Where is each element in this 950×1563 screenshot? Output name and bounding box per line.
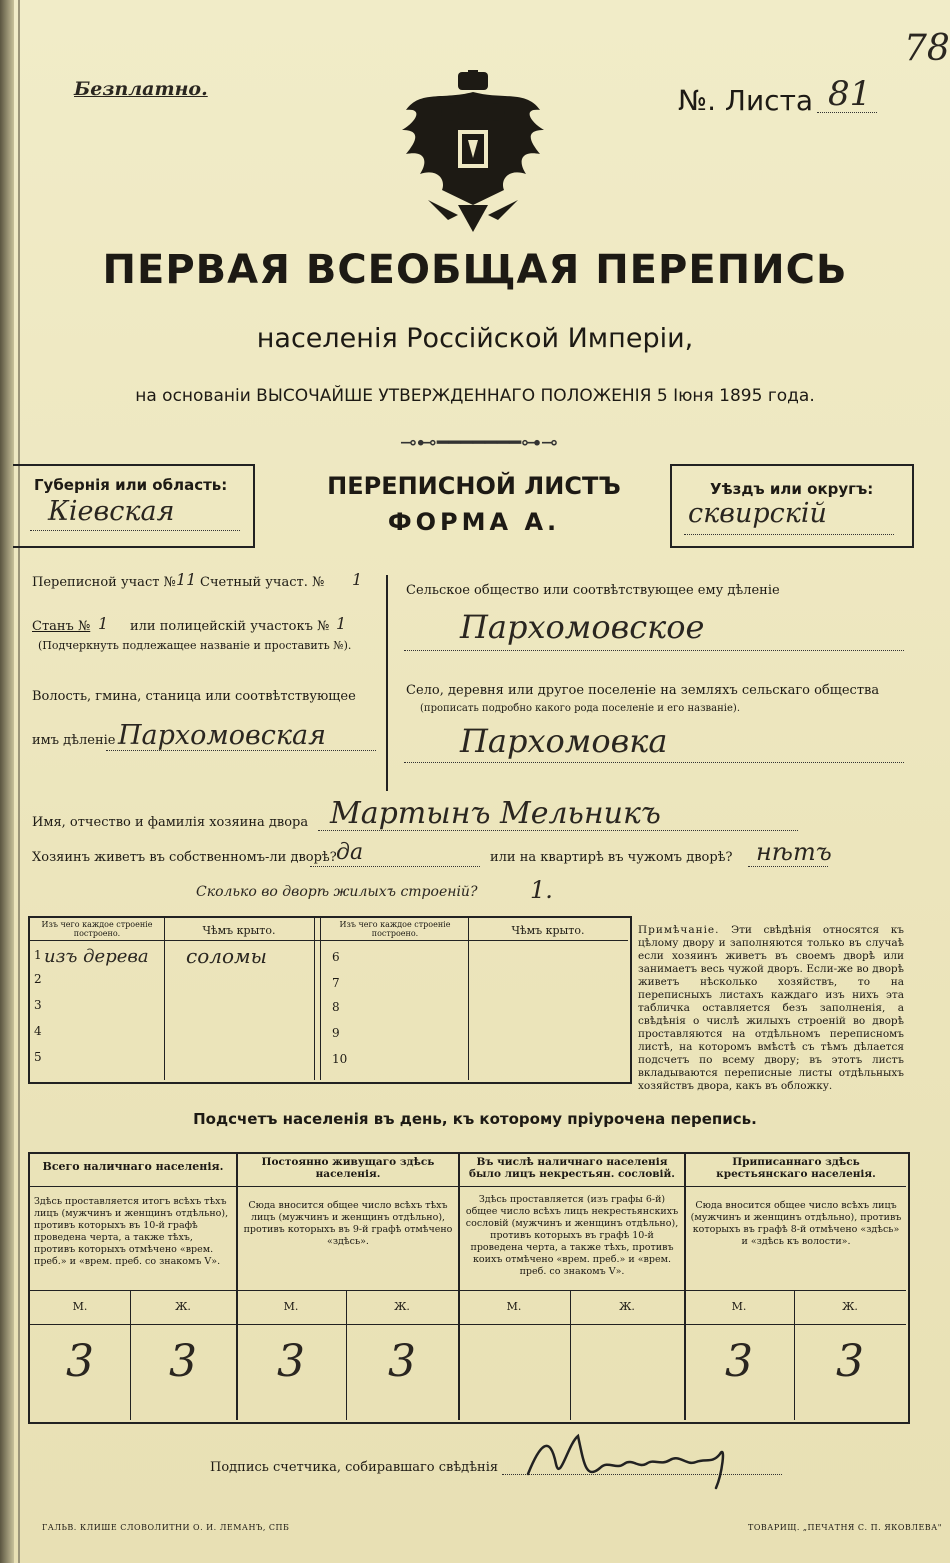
legal-basis: на основаніи ВЫСОЧАЙШЕ УТВЕРЖДЕННАГО ПОЛОЖЕНІЯ 5 Іюня 1895 года. [135,386,815,406]
ornament: ⊸⊷━━━━━━━⊶⊸ [400,430,558,454]
own-house-value: да [336,840,364,865]
owner-label: Имя, отчество и фамилія хозяина двора [32,815,309,830]
volost-label-2: имъ дѣленіе [32,733,116,748]
details-divider [386,575,388,791]
male-label: М. [731,1300,747,1313]
rural-society-label: Сельское общество или соотвѣтствующее ему дѣленіе [406,583,780,598]
form-letter: ФОРМА А. [387,508,561,536]
page-edge [0,0,14,1563]
count-value: 3 [725,1336,753,1387]
rented-label: или на квартирѣ въ чужомъ дворѣ? [490,850,733,865]
province-label: Губернія или область: [34,476,228,494]
own-house-label: Хозяинъ живетъ въ собственномъ-ли дворѣ? [32,850,337,865]
note-text [638,924,904,1093]
sheet-number-value: 81 [828,74,872,114]
material-header-right: Изъ чего каждое строеніе построено. [339,920,451,938]
printer-right: ТОВАРИЩ. „ПЕЧАТНЯ С. П. ЯКОВЛЕВА" [748,1523,942,1532]
count-value: 3 [277,1336,305,1387]
col-desc-registered: Сюда вносится общее число всѣхъ лицъ (мужчинъ и женщинъ отдѣльно), противъ которыхъ въ графѣ 8-й отмѣчено «здѣсь» и «здѣсь къ волости». [690,1200,902,1247]
female-label: Ж. [175,1300,191,1313]
stan-value: 1 [98,614,109,633]
page-edge-line [18,0,20,1563]
male-label: М. [506,1300,522,1313]
row-number: 2 [34,972,42,986]
count-value: 3 [836,1336,864,1387]
count-value: 3 [169,1336,197,1387]
count-district-value: 1 [352,570,363,589]
census-district-label: Переписной участ № [32,575,176,590]
count-value: 3 [66,1336,94,1387]
row-number: 4 [34,1024,42,1038]
police-district-value: 1 [336,614,347,633]
row-number: 5 [34,1050,42,1064]
roof-header-right: Чѣмъ крыто. [511,924,585,937]
stan-label: Станъ № [32,619,91,634]
corner-number: 78 [904,28,950,69]
col-desc-permanent: Сюда вносится общее число всѣхъ тѣхъ лицъ (мужчинъ и женщинъ отдѣльно), противъ которыхъ въ 9-й графѣ отмѣчено «здѣсь». [243,1200,453,1247]
district-value: сквирскій [688,498,827,529]
volost-value: Пархомовская [118,720,326,751]
enumerator-signature [520,1424,790,1494]
row-number: 6 [332,950,340,964]
buildings-count-value: 1. [530,876,553,904]
rural-society-value: Пархомовское [460,608,705,646]
note-body: Эти свѣдѣнія относятся къ цѣлому двору и заполняются только въ случаѣ если хозяинъ живетъ въ своемъ дворѣ или занимаетъ весь чужой дворъ. Если-же во дворѣ живетъ нѣсколько хозяйствъ, то на переписныхъ листахъ каждаго изъ нихъ эта табличка оставляется безъ заполненія, а свѣдѣнія о числѣ жилыхъ строеній во дворѣ проставляются на отдѣльномъ переписномъ листѣ, на которомъ вмѣстѣ съ тѣмъ дѣлается подсчетъ по всему двору; въ этотъ листъ вкладываются переписные листы отдѣльныхъ хозяйствъ двора, какъ въ обложку. [638,924,904,1092]
row-number: 8 [332,1000,340,1014]
male-label: М. [72,1300,88,1313]
province-value: Кіевская [48,496,175,527]
row-number: 9 [332,1026,340,1040]
male-label: М. [283,1300,299,1313]
col-desc-non-christian: Здѣсь проставляется (изъ графы 6-й) общее число всѣхъ лицъ некрестьянскихъ сословій (мужчинъ и женщинъ отдѣльно), противъ которыхъ въ графѣ 10-й проведена черта, а также тѣхъ, противъ коихъ отмѣчено «врем. преб.» и «врем. преб. со знакомъ V». [465,1194,679,1277]
roof-header-left: Чѣмъ крыто. [202,924,276,937]
form-title: ПЕРЕПИСНОЙ ЛИСТЪ [327,472,621,500]
female-label: Ж. [619,1300,635,1313]
document-title: ПЕРВАЯ ВСЕОБЩАЯ ПЕРЕПИСЬ [102,247,848,293]
buildings-table [28,916,632,1084]
signature-label: Подпись счетчика, собиравшаго свѣдѣнія [210,1460,499,1475]
row-number: 1 [34,948,42,962]
double-headed-eagle-emblem [398,70,548,235]
buildings-count-label: Сколько во дворѣ жилыхъ строеній? [196,884,478,900]
count-value: 3 [388,1336,416,1387]
building-roof: соломы [186,944,267,968]
free-label: Безплатно. [74,78,208,100]
row-number: 7 [332,976,340,990]
building-material: изъ дерева [44,946,149,967]
village-value: Пархомовка [460,722,668,760]
col-header-permanent: Постоянно живущаго здѣсь населенія. [261,1156,435,1180]
printer-left: ГАЛЬВ. КЛИШЕ СЛОВОЛИТНИ О. И. ЛЕМАНЪ, СПБ [42,1523,290,1532]
female-label: Ж. [394,1300,410,1313]
police-district-label: или полицейскій участокъ № [130,619,330,634]
population-heading: Подсчетъ населенія въ день, къ которому пріурочена перепись. [193,1110,757,1128]
census-district-value: 11 [176,570,197,589]
count-district-label: Счетный участ. № [200,575,325,590]
female-label: Ж. [842,1300,858,1313]
sheet-number-label: №. Листа [678,84,814,117]
col-header-non-christian: Въ числѣ наличнаго населенія было лицъ некрестьян. сословій. [469,1156,675,1180]
col-desc-total: Здѣсь проставляется итогъ всѣхъ тѣхъ лицъ (мужчинъ и женщинъ отдѣльно), противъ которыхъ въ 10-й графѣ проведена черта, а также тѣхъ, противъ которыхъ отмѣчено «врем. преб.» и «врем. преб. со знакомъ V». [34,1196,229,1267]
row-number: 3 [34,998,42,1012]
village-label: Село, деревня или другое поселеніе на земляхъ сельскаго общества [406,683,880,698]
note-title: Примѣчаніе. [638,924,720,936]
material-header-left: Изъ чего каждое строеніе построено. [41,920,153,938]
row-number: 10 [332,1052,348,1066]
underline-note: (Подчеркнуть подлежащее названіе и проставить №). [38,639,352,652]
district-label: Уѣздъ или округъ: [710,480,874,498]
volost-label: Волость, гмина, станица или соотвѣтствующее [32,689,356,704]
col-header-total: Всего наличнаго населенія. [42,1160,224,1173]
col-header-registered: Приписаннаго здѣсь крестьянскаго населенія. [716,1156,876,1180]
rented-value: нѣтъ [756,838,832,866]
owner-value: Мартынъ Мельникъ [330,796,661,831]
document-subtitle: населенія Россійской Имперіи, [256,323,694,354]
village-note: (прописать подробно какого рода поселеніе и его названіе). [420,703,740,714]
